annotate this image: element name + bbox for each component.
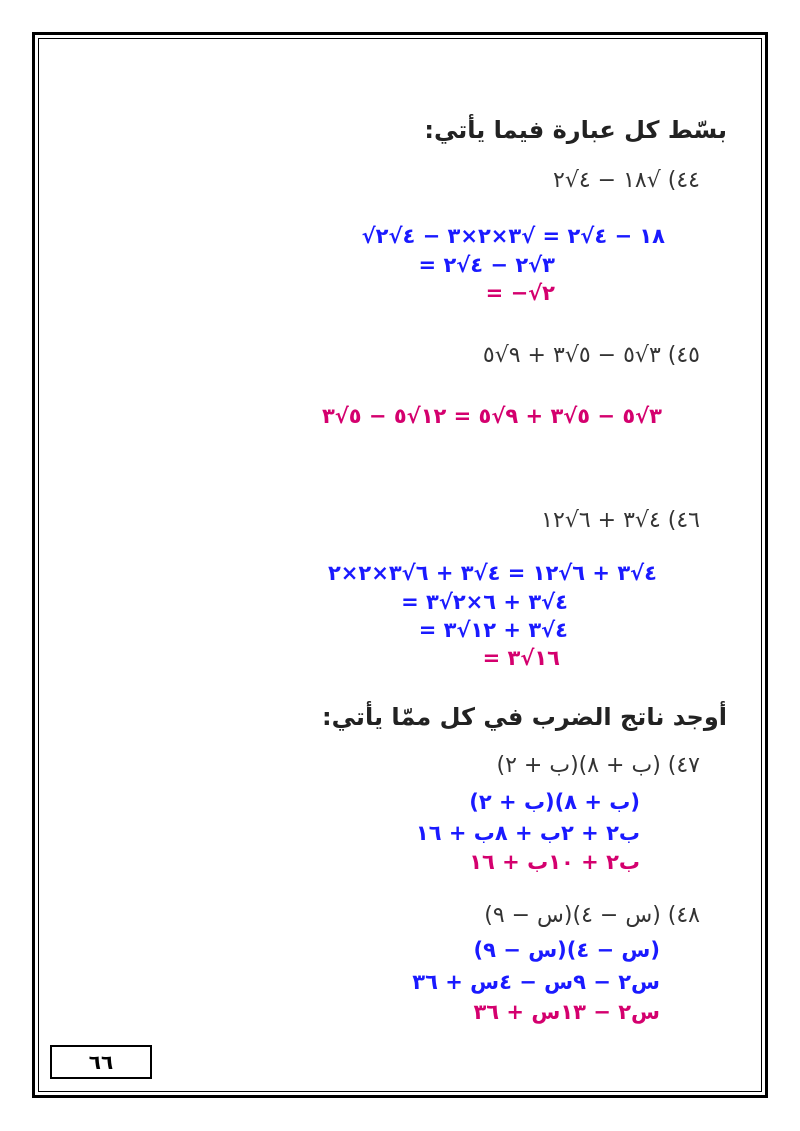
problem-46-step-1: ٤√٣ + ٦√١٢ = ٤√٣ + ٦√٣×٢×٢	[327, 561, 657, 585]
multiply-heading: أوجد ناتج الضرب في كل ممّا يأتي:	[322, 703, 727, 731]
problem-44-step-2: = ٣√٢ − ٤√٢	[418, 253, 555, 277]
problem-44-answer: = −√٢	[485, 281, 555, 305]
problem-48-answer: س٢ − ١٣س + ٣٦	[473, 1000, 660, 1024]
problem-47-statement: ٤٧) (ب + ٨)(ب + ٢)	[496, 753, 700, 778]
problem-48-statement: ٤٨) (س − ٤)(س − ٩)	[484, 903, 700, 928]
problem-46-step-3: = ٤√٣ + ١٢√٣	[418, 618, 568, 642]
problem-46-statement: ٤٦) ٤√٣ + ٦√١٢	[541, 508, 700, 533]
problem-47-step-2: ب٢ + ٢ب + ٨ب + ١٦	[415, 821, 640, 845]
problem-45-statement: ٤٥) ٣√٥ − ٥√٣ + ٩√٥	[482, 343, 700, 368]
problem-47-answer: ب٢ + ١٠ب + ١٦	[469, 850, 640, 874]
page-number: ٦٦	[50, 1045, 152, 1079]
problem-44-statement: ٤٤) √١٨ − ٤√٢	[553, 168, 700, 193]
problem-44-step-1: √١٨ − ٤√٢ = √٣×٢×٣ − ٤√٢	[361, 224, 665, 248]
problem-46-step-2: = ٤√٣ + ٦×٢√٣	[401, 590, 568, 614]
problem-48-step-1: (س − ٤)(س − ٩)	[473, 938, 660, 962]
simplify-heading: بسّط كل عبارة فيما يأتي:	[424, 116, 727, 144]
problem-45-answer: ٣√٥ − ٥√٣ + ٩√٥ = ١٢√٥ − ٥√٣	[321, 404, 662, 428]
problem-47-step-1: (ب + ٨)(ب + ٢)	[469, 790, 640, 814]
problem-48-step-2: س٢ − ٩س − ٤س + ٣٦	[412, 970, 660, 994]
problem-46-answer: = ١٦√٣	[482, 646, 560, 670]
